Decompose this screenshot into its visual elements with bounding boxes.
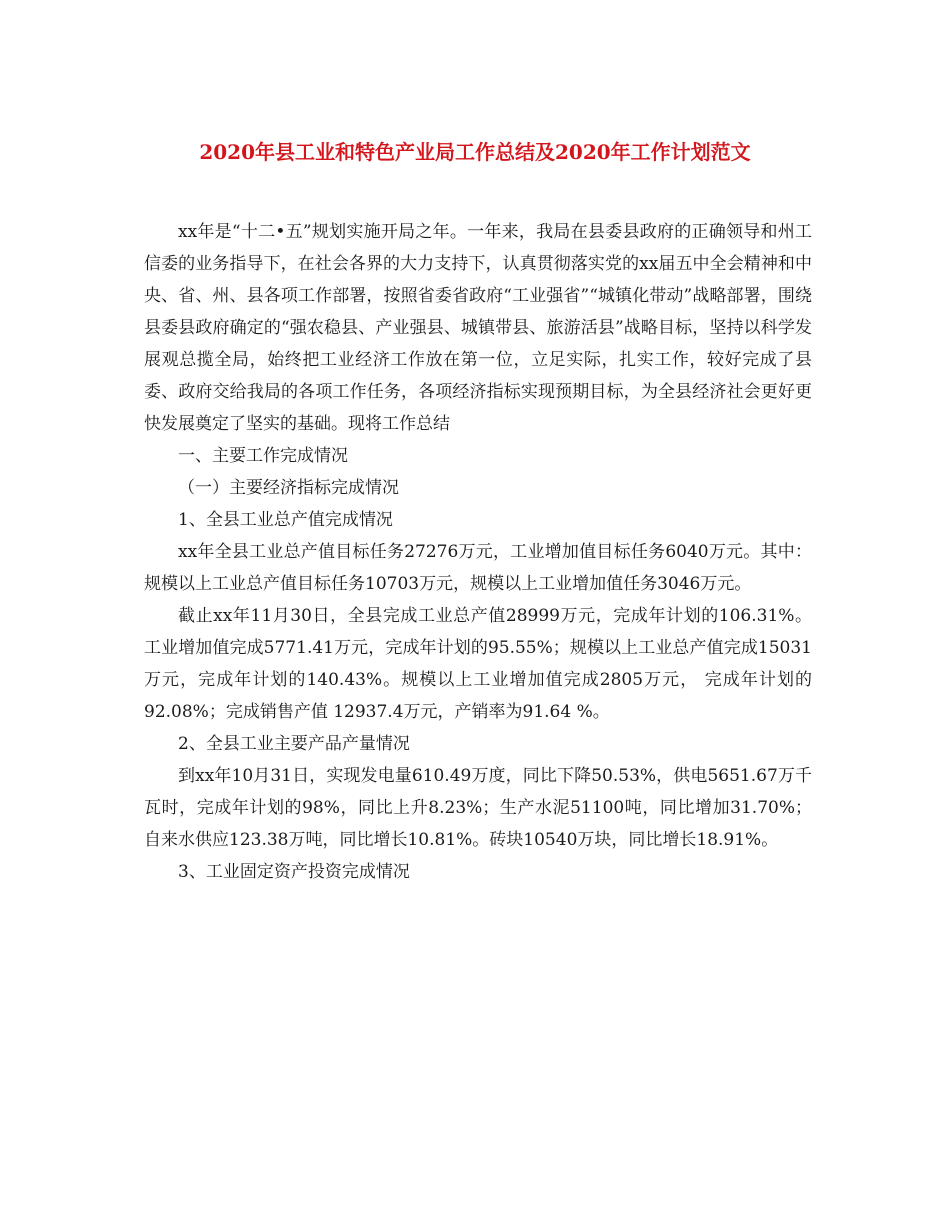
- document-title: 2020年县工业和特色产业局工作总结及2020年工作计划范文: [199, 140, 751, 164]
- output-progress-paragraph: 截止xx年11月30日，全县完成工业总产值28999万元，完成年计划的106.31%。工业增加值完成5771.41万元，完成年计划的95.55%；规模以上工业总产值完成15031万元，完成年计划的140.43%。规模以上工业增加值完成2805万元， 完成年计划的92.08%；完成销售产值 12937.4万元，产销率为91.64 %。: [144, 606, 812, 722]
- item-heading-fixed-investment: 3、工业固定资产投资完成情况: [178, 862, 410, 882]
- section-heading-main-work: 一、主要工作完成情况: [178, 446, 348, 466]
- intro-paragraph: xx年是“十二•五”规划实施开局之年。一年来，我局在县委县政府的正确领导和州工信委的业务指导下，在社会各界的大力支持下，认真贯彻落实党的xx届五中全会精神和中央、省、州、县各项工作部署，按照省委省政府“工业强省”“城镇化带动”战略部署，围绕县委县政府确定的“强农稳县、产业强县、城镇带县、旅游活县”战略目标，坚持以科学发展观总揽全局，始终把工业经济工作放在第一位，立足实际，扎实工作，较好完成了县委、政府交给我局的各项工作任务，各项经济指标实现预期目标，为全县经济社会更好更快发展奠定了坚实的基础。现将工作总结: [144, 222, 812, 434]
- product-output-paragraph: 到xx年10月31日，实现发电量610.49万度，同比下降50.53%，供电5651.67万千瓦时，完成年计划的98%，同比上升8.23%；生产水泥51100吨，同比增加31.70%；自来水供应123.38万吨，同比增长10.81%。砖块10540万块，同比增长18.91%。: [144, 766, 812, 850]
- document-body: [144, 216, 812, 888]
- subsection-heading-indicators: （一）主要经济指标完成情况: [178, 478, 399, 498]
- item-heading-output-value: 1、全县工业总产值完成情况: [178, 510, 393, 530]
- output-target-paragraph: xx年全县工业总产值目标任务27276万元，工业增加值目标任务6040万元。其中：规模以上工业总产值目标任务10703万元，规模以上工业增加值任务3046万元。: [144, 542, 812, 594]
- item-heading-product-output: 2、全县工业主要产品产量情况: [178, 734, 410, 754]
